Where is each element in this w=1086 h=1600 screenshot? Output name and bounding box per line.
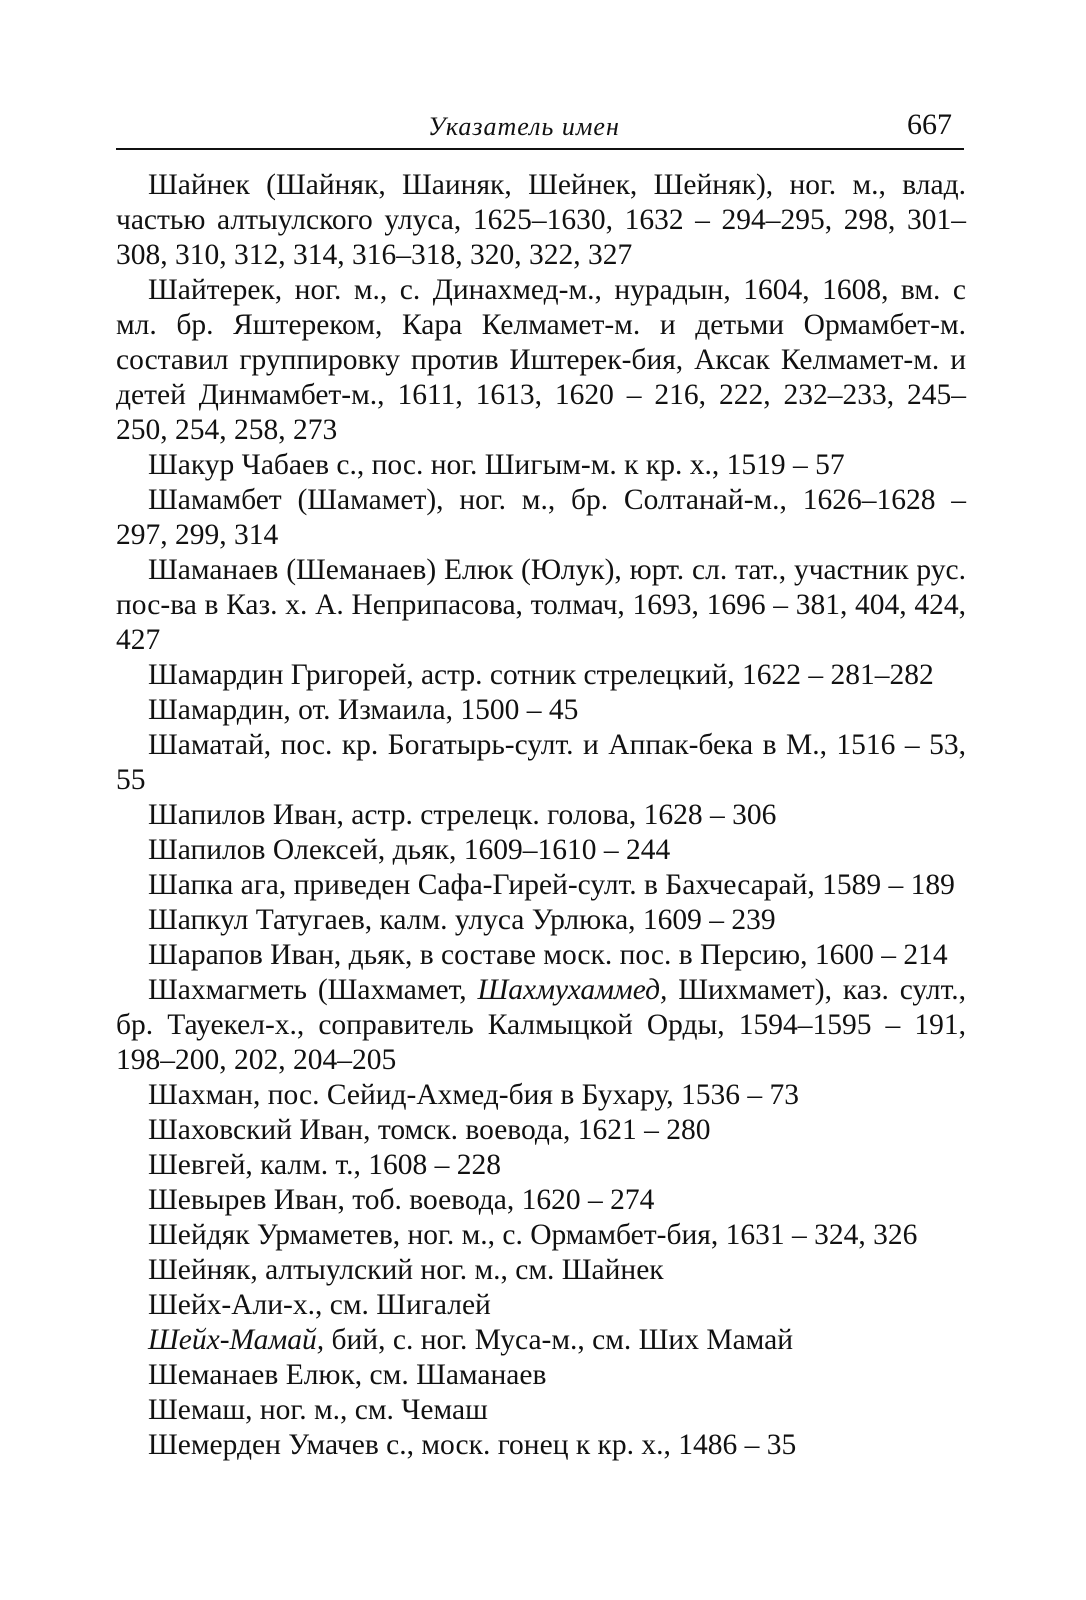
index-entry: Шахмагметь (Шахмамет, Шахмухаммед, Шихмамет), каз. султ., бр. Тауекел-х., соправитель Калмыцкой Орды, 1594–1595 – 191, 198–200, 202, 204–205 [116,974,966,1076]
index-entry: Шахман, пос. Сейид-Ахмед-бия в Бухару, 1536 – 73 [148,1079,799,1111]
header-rule [116,148,964,150]
index-entry: Шапкул Татугаев, калм. улуса Урлюка, 1609 – 239 [148,904,776,936]
index-entry: Шеманаев Елюк, см. Шаманаев [148,1359,547,1391]
running-title: Указатель имен [428,112,620,141]
index-entry: Шемаш, ног. м., см. Чемаш [148,1394,488,1426]
index-entries [116,168,966,1463]
index-entry: Шамардин, от. Измаила, 1500 – 45 [148,694,579,726]
index-entry: Шаматай, пос. кр. Богатырь-султ. и Аппак-бека в М., 1516 – 53, 55 [116,729,966,796]
index-entry: Шайнек (Шайняк, Шаиняк, Шейнек, Шейняк), ног. м., влад. частью алтыулского улуса, 1625–1630, 1632 – 294–295, 298, 301–308, 310, 312, 314, 316–318, 320, 322, 327 [116,169,966,271]
index-entry: Шевгей, калм. т., 1608 – 228 [148,1149,502,1181]
index-entry: Шарапов Иван, дьяк, в составе моск. пос. в Персию, 1600 – 214 [148,939,948,971]
index-entry: Шейняк, алтыулский ног. м., см. Шайнек [148,1254,664,1286]
index-entry: Шапка ага, приведен Сафа-Гирей-султ. в Бахчесарай, 1589 – 189 [148,869,955,901]
index-entry: Шамардин Григорей, астр. сотник стрелецкий, 1622 – 281–282 [148,659,934,691]
index-entry: Шейдяк Урмаметев, ног. м., с. Ормамбет-бия, 1631 – 324, 326 [148,1219,918,1251]
index-entry: Шакур Чабаев с., пос. ног. Шигым-м. к кр. х., 1519 – 57 [148,449,845,481]
page-number: 667 [907,108,952,141]
index-entry: Шапилов Олексей, дьяк, 1609–1610 – 244 [148,834,671,866]
index-entry: Шейх-Мамай, бий, с. ног. Муса-м., см. Ших Мамай [148,1324,794,1356]
index-entry: Шапилов Иван, астр. стрелецк. голова, 1628 – 306 [148,799,777,831]
index-entry: Шамамбет (Шамамет), ног. м., бр. Солтанай-м., 1626–1628 – 297, 299, 314 [116,484,966,551]
index-entry: Шайтерек, ног. м., с. Динахмед-м., нурадын, 1604, 1608, вм. с мл. бр. Яштереком, Кара Келмамет-м. и детьми Ормамбет-м. составил группировку против Иштерек-бия, Аксак Келмамет-м. и детей Динмамбет-м., 1611, 1613, 1620 – 216, 222, 232–233, 245–250, 254, 258, 273 [116,274,966,446]
index-entry: Шаманаев (Шеманаев) Елюк (Юлук), юрт. сл. тат., участник рус. пос-ва в Каз. х. А. Неприпасова, толмач, 1693, 1696 – 381, 404, 424, 427 [116,554,966,656]
index-entry: Шевырев Иван, тоб. воевода, 1620 – 274 [148,1184,655,1216]
index-entry: Шемерден Умачев с., моск. гонец к кр. х., 1486 – 35 [148,1429,797,1461]
index-entry: Шейх-Али-х., см. Шигалей [148,1289,491,1321]
index-entry: Шаховский Иван, томск. воевода, 1621 – 280 [148,1114,711,1146]
